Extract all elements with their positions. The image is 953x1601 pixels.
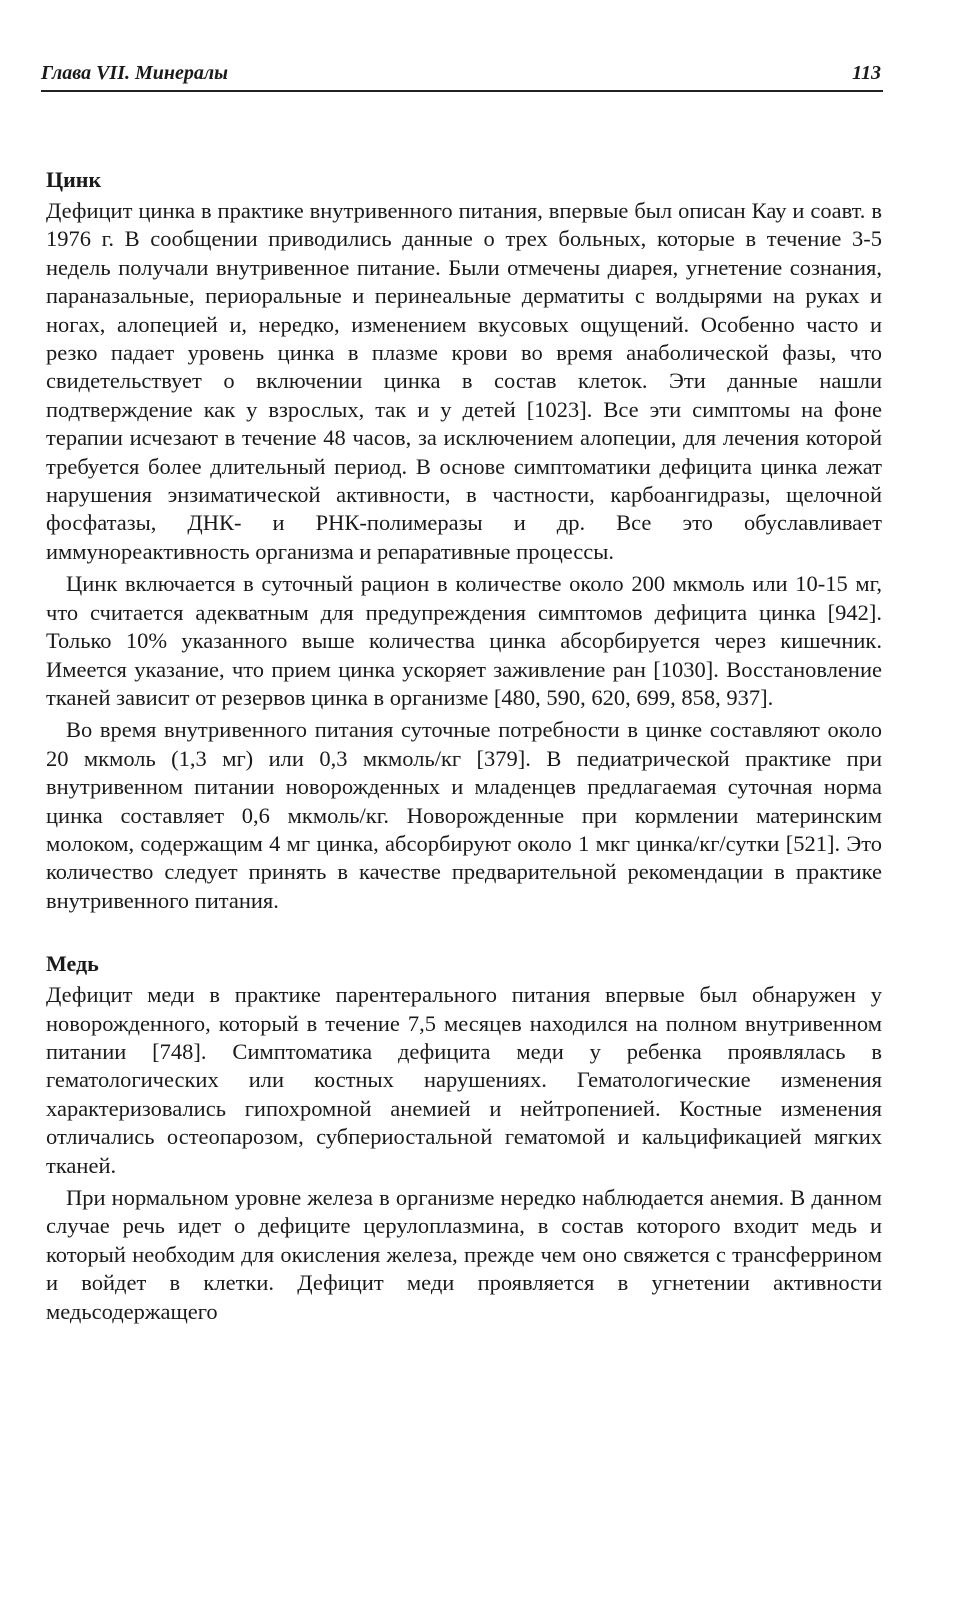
page-number: 113 xyxy=(852,62,881,84)
page-body xyxy=(46,165,882,1326)
section-heading-copper: Медь xyxy=(46,951,99,977)
paragraph: Во время внутривенного питания суточные потребности в цинке составляют около 20 мкмоль (1,3 мг) или 0,3 мкмоль/кг [379]. В педиатрической практике при внутривенном питании новорожденных и младенцев предлагаемая суточная норма цинка составляет 0,6 мкмоль/кг. Новорожденные при кормлении материнским молоком, содержащим 4 мг цинка, абсорбируют около 1 мкг цинка/кг/сутки [521]. Это количество следует принять в качестве предварительной рекомендации в практике внутривенного питания. xyxy=(46,717,882,913)
page-header xyxy=(41,62,883,92)
paragraph: Дефицит меди в практике парентерального питания впервые был обнаружен у новорожденного, который в течение 7,5 месяцев находился на полном внутривенном питании [748]. Симптоматика дефицита меди у ребенка проявлялась в гематологических или костных нарушениях. Гематологические изменения характеризовались гипохромной анемией и нейтропенией. Костные изменения отличались остеопарозом, субпериостальной гематомой и кальцификацией мягких тканей. xyxy=(46,982,882,1178)
paragraph: При нормальном уровне железа в организме нередко наблюдается анемия. В данном случае речь идет о дефиците церулоплазмина, в состав которого входит медь и который необходим для окисления железа, прежде чем оно свяжется с трансферрином и войдет в клетки. Дефицит меди проявляется в угнетении активности медьсодержащего xyxy=(46,1185,882,1324)
section-heading-zinc: Цинк xyxy=(46,167,102,192)
section-copper xyxy=(46,949,882,1326)
section-zinc xyxy=(46,165,882,915)
paragraph: Цинк включается в суточный рацион в количестве около 200 мкмоль или 10-15 мг, что считается адекватным для предупреждения симптомов дефицита цинка [942]. Только 10% указанного выше количества цинка абсорбируется через кишечник. Имеется указание, что прием цинка ускоряет заживление ран [1030]. Восстановление тканей зависит от резервов цинка в организме [480, 590, 620, 699, 858, 937]. xyxy=(46,571,882,710)
running-head: Глава VII. Минералы xyxy=(41,62,229,84)
paragraph: Дефицит цинка в практике внутривенного питания, впервые был описан Кау и соавт. в 1976 г. В сообщении приводились данные о трех больных, которые в течение 3-5 недель получали внутривенное питание. Были отмечены диарея, угнетение сознания, параназальные, периоральные и перинеальные дерматиты с волдырями на руках и ногах, алопецией и, нередко, изменением вкусовых ощущений. Особенно часто и резко падает уровень цинка в плазме крови во время анаболической фазы, что свидетельствует о включении цинка в состав клеток. Эти данные нашли подтверждение как у взрослых, так и у детей [1023]. Все эти симптомы на фоне терапии исчезают в течение 48 часов, за исключением алопеции, для лечения которой требуется более длительный период. В основе симптоматики дефицита цинка лежат нарушения энзиматической активности, в частности, карбоангидразы, щелочной фосфатазы, ДНК- и РНК-полимеразы и др. Все это обуславливает иммунореактивность организма и репаративные процессы. xyxy=(46,198,882,564)
